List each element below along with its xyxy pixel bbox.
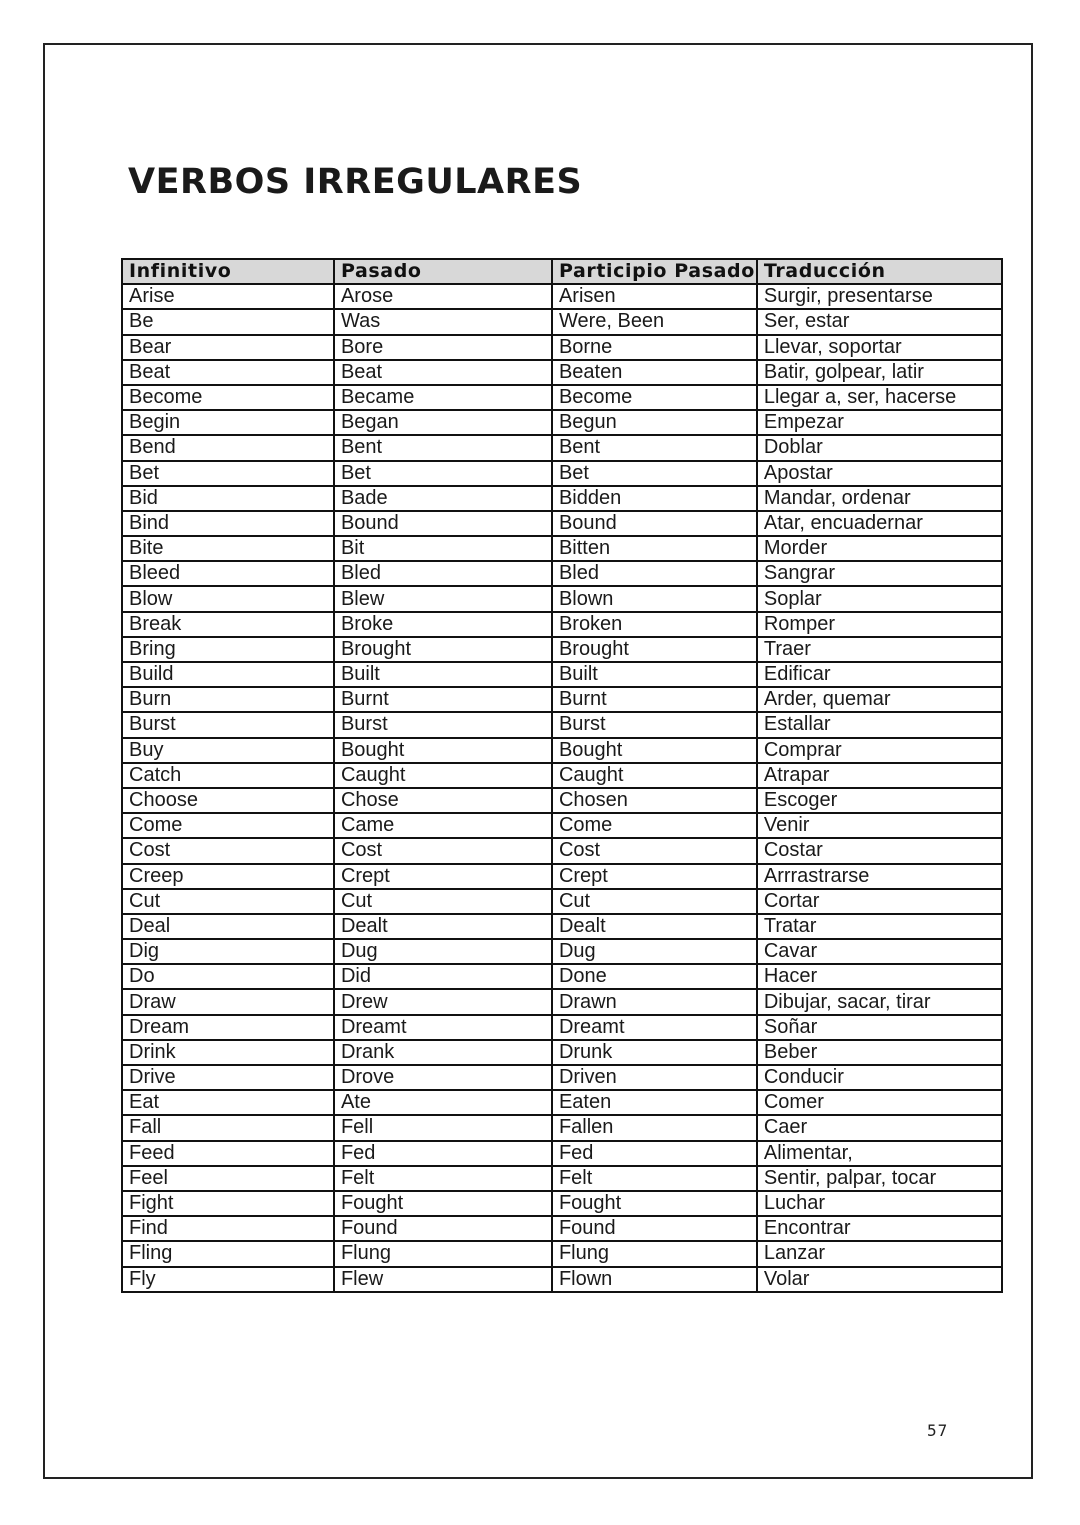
cell-pasado: Flew <box>334 1267 552 1292</box>
cell-traduccion: Tratar <box>757 914 1002 939</box>
cell-traduccion: Comprar <box>757 738 1002 763</box>
cell-infinitivo: Bid <box>122 486 334 511</box>
cell-traduccion: Cortar <box>757 889 1002 914</box>
cell-traduccion: Dibujar, sacar, tirar <box>757 989 1002 1014</box>
cell-participio-pasado: Eaten <box>552 1090 757 1115</box>
table-row <box>122 461 1002 486</box>
cell-participio-pasado: Burst <box>552 712 757 737</box>
cell-pasado: Cost <box>334 838 552 863</box>
header-traduccion: Traducción <box>757 259 1002 284</box>
table-row <box>122 284 1002 309</box>
cell-participio-pasado: Drunk <box>552 1040 757 1065</box>
table-row <box>122 738 1002 763</box>
table-row <box>122 763 1002 788</box>
cell-pasado: Flung <box>334 1241 552 1266</box>
cell-pasado: Broke <box>334 612 552 637</box>
cell-infinitivo: Bear <box>122 335 334 360</box>
table-row <box>122 586 1002 611</box>
cell-participio-pasado: Done <box>552 964 757 989</box>
cell-traduccion: Encontrar <box>757 1216 1002 1241</box>
cell-traduccion: Romper <box>757 612 1002 637</box>
cell-participio-pasado: Caught <box>552 763 757 788</box>
cell-participio-pasado: Cost <box>552 838 757 863</box>
cell-pasado: Fought <box>334 1191 552 1216</box>
cell-traduccion: Beber <box>757 1040 1002 1065</box>
table-row <box>122 1191 1002 1216</box>
cell-pasado: Began <box>334 410 552 435</box>
cell-participio-pasado: Drawn <box>552 989 757 1014</box>
cell-infinitivo: Draw <box>122 989 334 1014</box>
cell-infinitivo: Feed <box>122 1141 334 1166</box>
cell-infinitivo: Drive <box>122 1065 334 1090</box>
cell-traduccion: Volar <box>757 1267 1002 1292</box>
cell-pasado: Cut <box>334 889 552 914</box>
cell-infinitivo: Come <box>122 813 334 838</box>
cell-traduccion: Edificar <box>757 662 1002 687</box>
cell-infinitivo: Beat <box>122 360 334 385</box>
table-row <box>122 637 1002 662</box>
cell-participio-pasado: Flung <box>552 1241 757 1266</box>
cell-pasado: Found <box>334 1216 552 1241</box>
cell-traduccion: Caer <box>757 1115 1002 1140</box>
cell-traduccion: Soplar <box>757 586 1002 611</box>
cell-traduccion: Comer <box>757 1090 1002 1115</box>
table-row <box>122 914 1002 939</box>
cell-infinitivo: Find <box>122 1216 334 1241</box>
cell-pasado: Fed <box>334 1141 552 1166</box>
cell-traduccion: Alimentar, <box>757 1141 1002 1166</box>
cell-pasado: Bound <box>334 511 552 536</box>
cell-infinitivo: Build <box>122 662 334 687</box>
cell-infinitivo: Do <box>122 964 334 989</box>
table-row <box>122 360 1002 385</box>
table-row <box>122 561 1002 586</box>
cell-participio-pasado: Cut <box>552 889 757 914</box>
table-row <box>122 813 1002 838</box>
cell-traduccion: Escoger <box>757 788 1002 813</box>
table-row <box>122 309 1002 334</box>
cell-infinitivo: Buy <box>122 738 334 763</box>
cell-participio-pasado: Dreamt <box>552 1015 757 1040</box>
cell-participio-pasado: Brought <box>552 637 757 662</box>
table-row <box>122 410 1002 435</box>
cell-infinitivo: Bend <box>122 435 334 460</box>
cell-pasado: Bet <box>334 461 552 486</box>
table-row <box>122 788 1002 813</box>
cell-pasado: Burnt <box>334 687 552 712</box>
cell-traduccion: Batir, golpear, latir <box>757 360 1002 385</box>
cell-pasado: Fell <box>334 1115 552 1140</box>
cell-pasado: Dealt <box>334 914 552 939</box>
cell-pasado: Drew <box>334 989 552 1014</box>
cell-infinitivo: Blow <box>122 586 334 611</box>
cell-pasado: Bit <box>334 536 552 561</box>
cell-traduccion: Sangrar <box>757 561 1002 586</box>
cell-traduccion: Soñar <box>757 1015 1002 1040</box>
cell-participio-pasado: Found <box>552 1216 757 1241</box>
cell-pasado: Came <box>334 813 552 838</box>
cell-pasado: Ate <box>334 1090 552 1115</box>
cell-pasado: Dug <box>334 939 552 964</box>
table-row <box>122 1241 1002 1266</box>
cell-infinitivo: Fight <box>122 1191 334 1216</box>
cell-infinitivo: Arise <box>122 284 334 309</box>
cell-traduccion: Apostar <box>757 461 1002 486</box>
cell-participio-pasado: Become <box>552 385 757 410</box>
cell-infinitivo: Feel <box>122 1166 334 1191</box>
table-row <box>122 335 1002 360</box>
cell-traduccion: Arder, quemar <box>757 687 1002 712</box>
cell-participio-pasado: Bound <box>552 511 757 536</box>
cell-infinitivo: Be <box>122 309 334 334</box>
cell-participio-pasado: Built <box>552 662 757 687</box>
table-row <box>122 1065 1002 1090</box>
cell-traduccion: Ser, estar <box>757 309 1002 334</box>
table-row <box>122 1040 1002 1065</box>
header-infinitivo: Infinitivo <box>122 259 334 284</box>
cell-infinitivo: Bring <box>122 637 334 662</box>
cell-pasado: Crept <box>334 864 552 889</box>
table-row <box>122 1015 1002 1040</box>
cell-pasado: Caught <box>334 763 552 788</box>
cell-infinitivo: Burn <box>122 687 334 712</box>
cell-infinitivo: Dream <box>122 1015 334 1040</box>
cell-pasado: Drove <box>334 1065 552 1090</box>
cell-participio-pasado: Felt <box>552 1166 757 1191</box>
page-number: 57 <box>927 1421 949 1440</box>
cell-pasado: Brought <box>334 637 552 662</box>
table-header-row <box>122 259 1002 284</box>
cell-participio-pasado: Crept <box>552 864 757 889</box>
cell-pasado: Bent <box>334 435 552 460</box>
cell-participio-pasado: Bitten <box>552 536 757 561</box>
table-row <box>122 864 1002 889</box>
cell-infinitivo: Eat <box>122 1090 334 1115</box>
cell-participio-pasado: Burnt <box>552 687 757 712</box>
cell-pasado: Bought <box>334 738 552 763</box>
cell-traduccion: Lanzar <box>757 1241 1002 1266</box>
cell-traduccion: Costar <box>757 838 1002 863</box>
cell-traduccion: Estallar <box>757 712 1002 737</box>
cell-traduccion: Atrapar <box>757 763 1002 788</box>
table-row <box>122 838 1002 863</box>
cell-pasado: Felt <box>334 1166 552 1191</box>
cell-infinitivo: Dig <box>122 939 334 964</box>
cell-infinitivo: Fling <box>122 1241 334 1266</box>
header-participio-pasado: Participio Pasado <box>552 259 757 284</box>
cell-infinitivo: Drink <box>122 1040 334 1065</box>
cell-pasado: Beat <box>334 360 552 385</box>
cell-pasado: Became <box>334 385 552 410</box>
table-row <box>122 1115 1002 1140</box>
cell-participio-pasado: Begun <box>552 410 757 435</box>
table-row <box>122 662 1002 687</box>
table-row <box>122 889 1002 914</box>
cell-traduccion: Luchar <box>757 1191 1002 1216</box>
table-row <box>122 989 1002 1014</box>
table-row <box>122 687 1002 712</box>
table-row <box>122 511 1002 536</box>
cell-pasado: Drank <box>334 1040 552 1065</box>
cell-traduccion: Llegar a, ser, hacerse <box>757 385 1002 410</box>
cell-participio-pasado: Beaten <box>552 360 757 385</box>
cell-traduccion: Atar, encuadernar <box>757 511 1002 536</box>
cell-participio-pasado: Fought <box>552 1191 757 1216</box>
cell-infinitivo: Bite <box>122 536 334 561</box>
table-row <box>122 536 1002 561</box>
page-title: VERBOS IRREGULARES <box>128 162 583 202</box>
table-row <box>122 435 1002 460</box>
cell-traduccion: Traer <box>757 637 1002 662</box>
cell-participio-pasado: Fallen <box>552 1115 757 1140</box>
cell-infinitivo: Creep <box>122 864 334 889</box>
cell-infinitivo: Cut <box>122 889 334 914</box>
table-row <box>122 1141 1002 1166</box>
cell-participio-pasado: Bidden <box>552 486 757 511</box>
table-row <box>122 1216 1002 1241</box>
cell-pasado: Blew <box>334 586 552 611</box>
cell-participio-pasado: Bet <box>552 461 757 486</box>
cell-traduccion: Surgir, presentarse <box>757 284 1002 309</box>
cell-traduccion: Venir <box>757 813 1002 838</box>
cell-participio-pasado: Bought <box>552 738 757 763</box>
cell-pasado: Built <box>334 662 552 687</box>
cell-infinitivo: Bleed <box>122 561 334 586</box>
table-row <box>122 712 1002 737</box>
cell-infinitivo: Bet <box>122 461 334 486</box>
cell-traduccion: Morder <box>757 536 1002 561</box>
cell-infinitivo: Begin <box>122 410 334 435</box>
table-row <box>122 486 1002 511</box>
cell-infinitivo: Deal <box>122 914 334 939</box>
header-pasado: Pasado <box>334 259 552 284</box>
cell-infinitivo: Cost <box>122 838 334 863</box>
table-body <box>122 284 1002 1292</box>
cell-traduccion: Hacer <box>757 964 1002 989</box>
cell-infinitivo: Fly <box>122 1267 334 1292</box>
table-row <box>122 1267 1002 1292</box>
cell-traduccion: Conducir <box>757 1065 1002 1090</box>
table-row <box>122 612 1002 637</box>
cell-pasado: Did <box>334 964 552 989</box>
cell-participio-pasado: Broken <box>552 612 757 637</box>
cell-pasado: Burst <box>334 712 552 737</box>
cell-pasado: Bore <box>334 335 552 360</box>
cell-infinitivo: Catch <box>122 763 334 788</box>
cell-participio-pasado: Borne <box>552 335 757 360</box>
cell-participio-pasado: Flown <box>552 1267 757 1292</box>
table-row <box>122 1166 1002 1191</box>
cell-pasado: Bade <box>334 486 552 511</box>
cell-pasado: Chose <box>334 788 552 813</box>
cell-traduccion: Arrrastrarse <box>757 864 1002 889</box>
cell-participio-pasado: Bent <box>552 435 757 460</box>
cell-traduccion: Cavar <box>757 939 1002 964</box>
cell-pasado: Dreamt <box>334 1015 552 1040</box>
table-row <box>122 939 1002 964</box>
cell-participio-pasado: Fed <box>552 1141 757 1166</box>
cell-participio-pasado: Arisen <box>552 284 757 309</box>
cell-participio-pasado: Driven <box>552 1065 757 1090</box>
cell-participio-pasado: Dealt <box>552 914 757 939</box>
cell-traduccion: Llevar, soportar <box>757 335 1002 360</box>
cell-participio-pasado: Come <box>552 813 757 838</box>
cell-participio-pasado: Blown <box>552 586 757 611</box>
cell-participio-pasado: Bled <box>552 561 757 586</box>
cell-infinitivo: Bind <box>122 511 334 536</box>
cell-infinitivo: Break <box>122 612 334 637</box>
table-row <box>122 964 1002 989</box>
cell-infinitivo: Choose <box>122 788 334 813</box>
cell-participio-pasado: Chosen <box>552 788 757 813</box>
cell-traduccion: Sentir, palpar, tocar <box>757 1166 1002 1191</box>
cell-traduccion: Mandar, ordenar <box>757 486 1002 511</box>
irregular-verbs-table <box>121 258 1003 1293</box>
cell-pasado: Arose <box>334 284 552 309</box>
cell-participio-pasado: Dug <box>552 939 757 964</box>
cell-infinitivo: Fall <box>122 1115 334 1140</box>
cell-pasado: Bled <box>334 561 552 586</box>
cell-infinitivo: Burst <box>122 712 334 737</box>
table-row <box>122 1090 1002 1115</box>
cell-participio-pasado: Were, Been <box>552 309 757 334</box>
cell-traduccion: Empezar <box>757 410 1002 435</box>
table-row <box>122 385 1002 410</box>
cell-infinitivo: Become <box>122 385 334 410</box>
cell-pasado: Was <box>334 309 552 334</box>
cell-traduccion: Doblar <box>757 435 1002 460</box>
